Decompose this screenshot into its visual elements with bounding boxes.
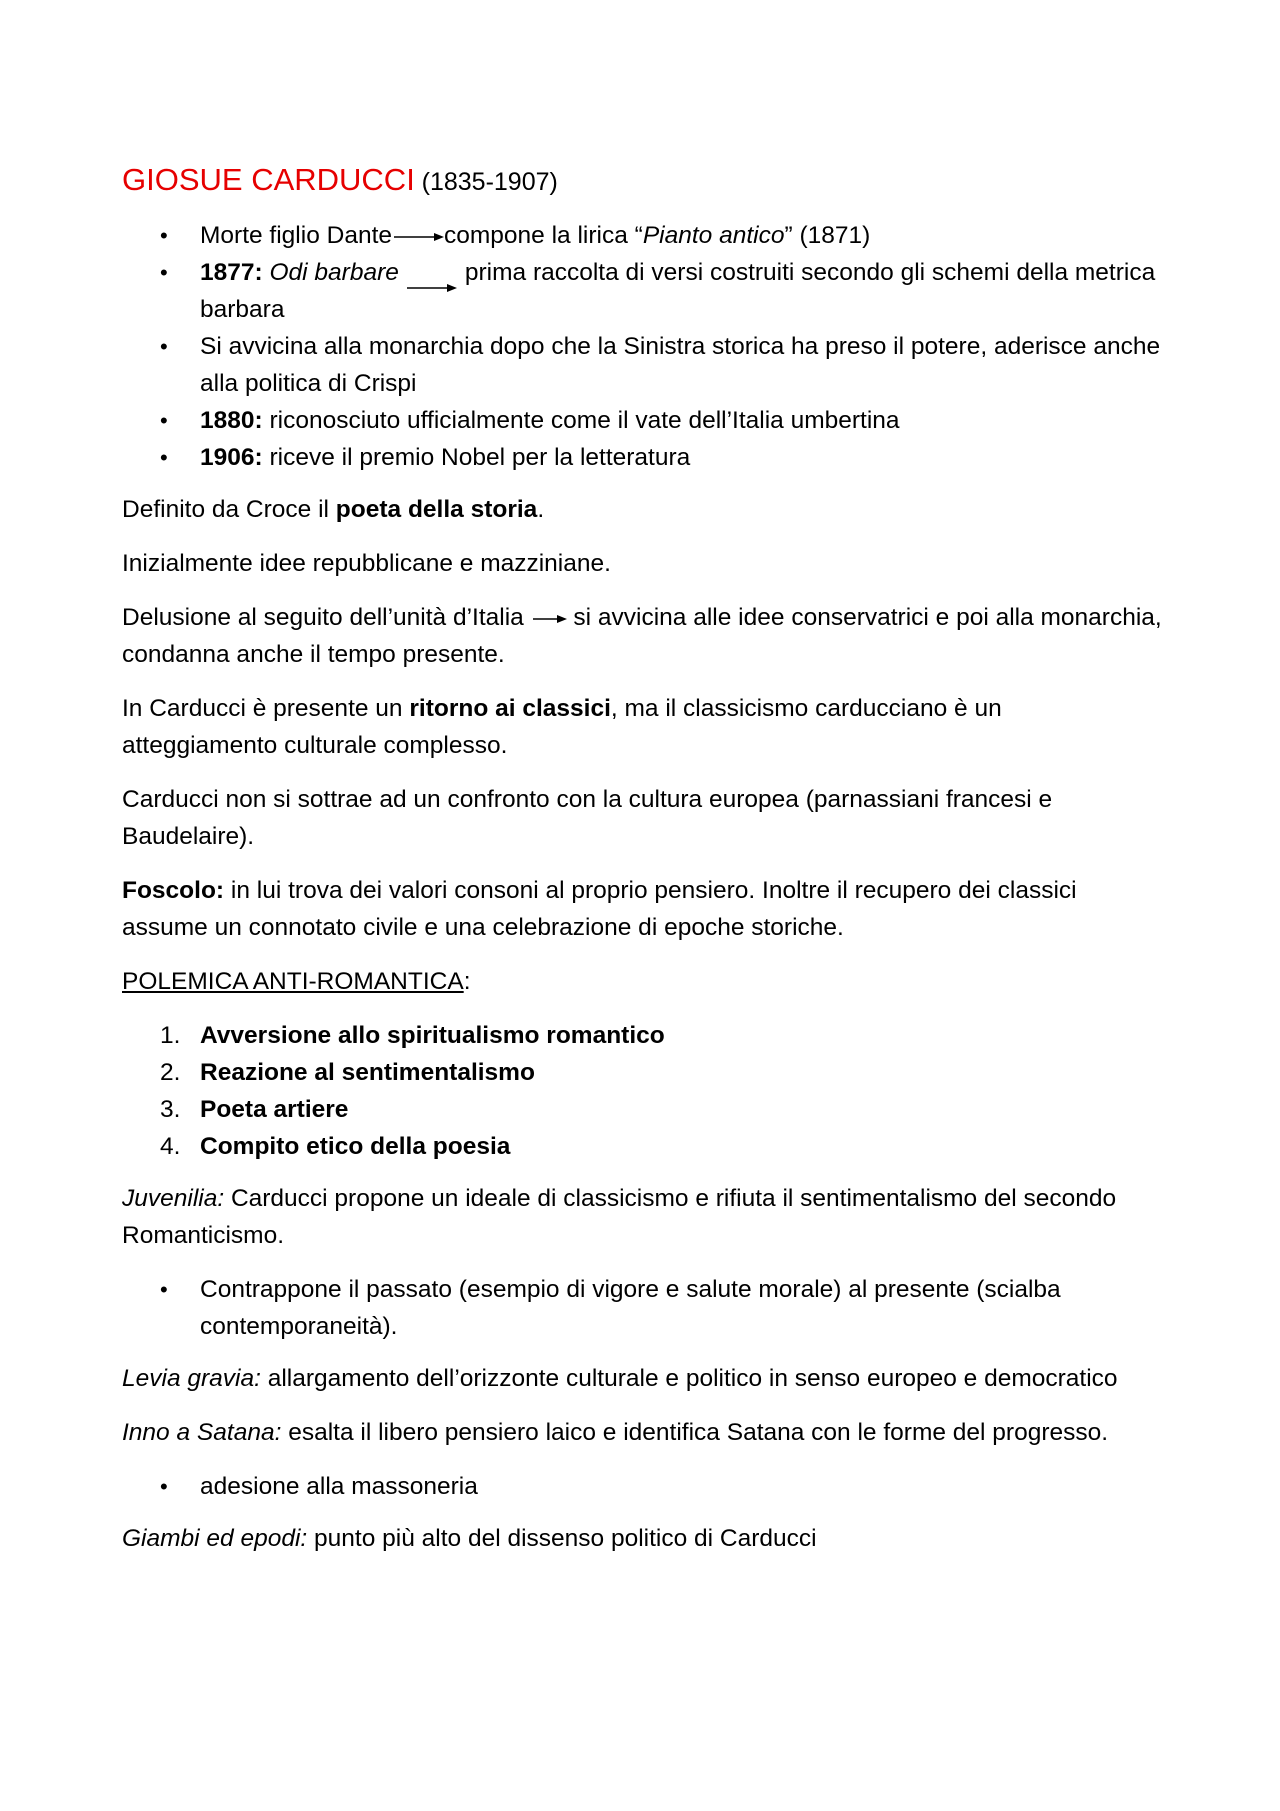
list-item [122, 1468, 1162, 1505]
bio-item-text: riceve il premio Nobel per la letteratura [269, 444, 691, 471]
bio-item-text-pre: Morte figlio Dante [200, 222, 393, 249]
bullet-icon: • [160, 260, 168, 285]
paragraph-classici [122, 690, 1162, 764]
polemica-label: POLEMICA ANTI-ROMANTICA [122, 968, 464, 995]
list-item-text: Avversione allo spiritualismo romantico [200, 1022, 665, 1049]
list-number: 1. [160, 1022, 181, 1049]
list-number: 4. [160, 1133, 181, 1160]
polemica-list [122, 1017, 1162, 1165]
list-item [122, 1054, 1162, 1091]
list-item [122, 402, 1162, 439]
list-item-text: Reazione al sentimentalismo [200, 1059, 535, 1086]
levia-title: Levia gravia: [122, 1365, 261, 1392]
croce-post: . [537, 496, 545, 523]
bio-item-year-label: 1880: [200, 407, 263, 434]
bio-item-text: prima raccolta di versi costruiti secondo gli schemi della metrica barbara [200, 259, 1156, 323]
foscolo-text: in lui trova dei valori consoni al proprio pensiero. Inoltre il recupero dei classici assume un connotato civile e una celebrazione di epoche storiche. [122, 877, 1077, 941]
paragraph-juvenilia [122, 1180, 1162, 1254]
bullet-icon: • [160, 1474, 168, 1499]
paragraph-europa: Carducci non si sottrae ad un confronto con la cultura europea (parnassiani francesi e Baudelaire). [122, 786, 1053, 850]
paragraph-inno [122, 1414, 1162, 1451]
biography-list [122, 217, 1162, 476]
bullet-icon: • [160, 223, 168, 248]
levia-text: allargamento dell’orizzonte culturale e politico in senso europeo e democratico [267, 1365, 1118, 1392]
list-number: 3. [160, 1096, 181, 1123]
juvenilia-title: Juvenilia: [122, 1185, 225, 1212]
list-item [122, 254, 1162, 328]
bullet-icon: • [160, 334, 168, 359]
bio-item-work: Odi barbare [269, 259, 399, 286]
list-number: 2. [160, 1059, 181, 1086]
paragraph-croce [122, 491, 1162, 528]
page-title [122, 160, 1162, 203]
list-item [122, 1017, 1162, 1054]
list-item-text: Poeta artiere [200, 1096, 349, 1123]
polemica-colon: : [463, 968, 471, 995]
list-item [122, 1271, 1162, 1345]
delusione-pre: Delusione al seguito dell’unità d’Italia [122, 604, 524, 631]
title-years: (1835-1907) [421, 168, 558, 196]
arrow-right-icon [394, 232, 444, 242]
bullet-icon: • [160, 408, 168, 433]
croce-pre: Definito da Croce il [122, 496, 329, 523]
juvenilia-text: Carducci propone un ideale di classicismo e rifiuta il sentimentalismo del secondo Romanticismo. [122, 1185, 1117, 1249]
arrow-right-icon [533, 614, 567, 624]
croce-bold: poeta della storia [335, 496, 538, 523]
classici-bold: ritorno ai classici [409, 695, 611, 722]
paragraph-giambi [122, 1520, 1162, 1557]
giambi-text: punto più alto del dissenso politico di Carducci [314, 1525, 817, 1552]
document-body [122, 160, 1162, 1574]
bio-item-year-label: 1877: [200, 259, 263, 286]
list-item [122, 1128, 1162, 1165]
paragraph-foscolo [122, 872, 1162, 946]
title-name: GIOSUE CARDUCCI [122, 162, 415, 197]
list-item [122, 328, 1162, 402]
paragraph-levia [122, 1360, 1162, 1397]
list-item-text: Compito etico della poesia [200, 1133, 511, 1160]
bullet-icon: • [160, 1277, 168, 1302]
paragraph-delusione [122, 599, 1162, 673]
list-item [122, 1091, 1162, 1128]
juvenilia-list [122, 1271, 1162, 1345]
list-item-text: adesione alla massoneria [200, 1473, 478, 1500]
inno-list [122, 1468, 1162, 1505]
bio-item-title: Pianto antico [642, 222, 785, 249]
bio-item-year-label: 1906: [200, 444, 263, 471]
inno-title: Inno a Satana: [122, 1419, 282, 1446]
bio-item-year: ” (1871) [784, 222, 871, 249]
list-item-text: Contrappone il passato (esempio di vigore e salute morale) al presente (scialba contemporaneità). [200, 1276, 1061, 1340]
foscolo-label: Foscolo: [122, 877, 225, 904]
list-item [122, 439, 1162, 476]
inno-text: esalta il libero pensiero laico e identifica Satana con le forme del progresso. [288, 1419, 1109, 1446]
arrow-right-icon [407, 269, 457, 279]
giambi-title: Giambi ed epodi: [122, 1525, 308, 1552]
classici-pre: In Carducci è presente un [122, 695, 403, 722]
bio-item-text: riconosciuto ufficialmente come il vate dell’Italia umbertina [269, 407, 900, 434]
bio-item-text: Si avvicina alla monarchia dopo che la Sinistra storica ha preso il potere, aderisce anche alla politica di Crispi [200, 333, 1161, 397]
classici-post: , ma il classicismo carducciano è un atteggiamento culturale complesso. [122, 695, 1002, 759]
bio-item-text-post: compone la lirica “ [444, 222, 643, 249]
paragraph-idee: Inizialmente idee repubblicane e mazziniane. [122, 550, 611, 577]
bullet-icon: • [160, 445, 168, 470]
list-item [122, 217, 1162, 254]
section-heading-polemica [122, 963, 1162, 1000]
delusione-post: si avvicina alle idee conservatrici e poi alla monarchia, condanna anche il tempo presente. [122, 604, 1162, 668]
